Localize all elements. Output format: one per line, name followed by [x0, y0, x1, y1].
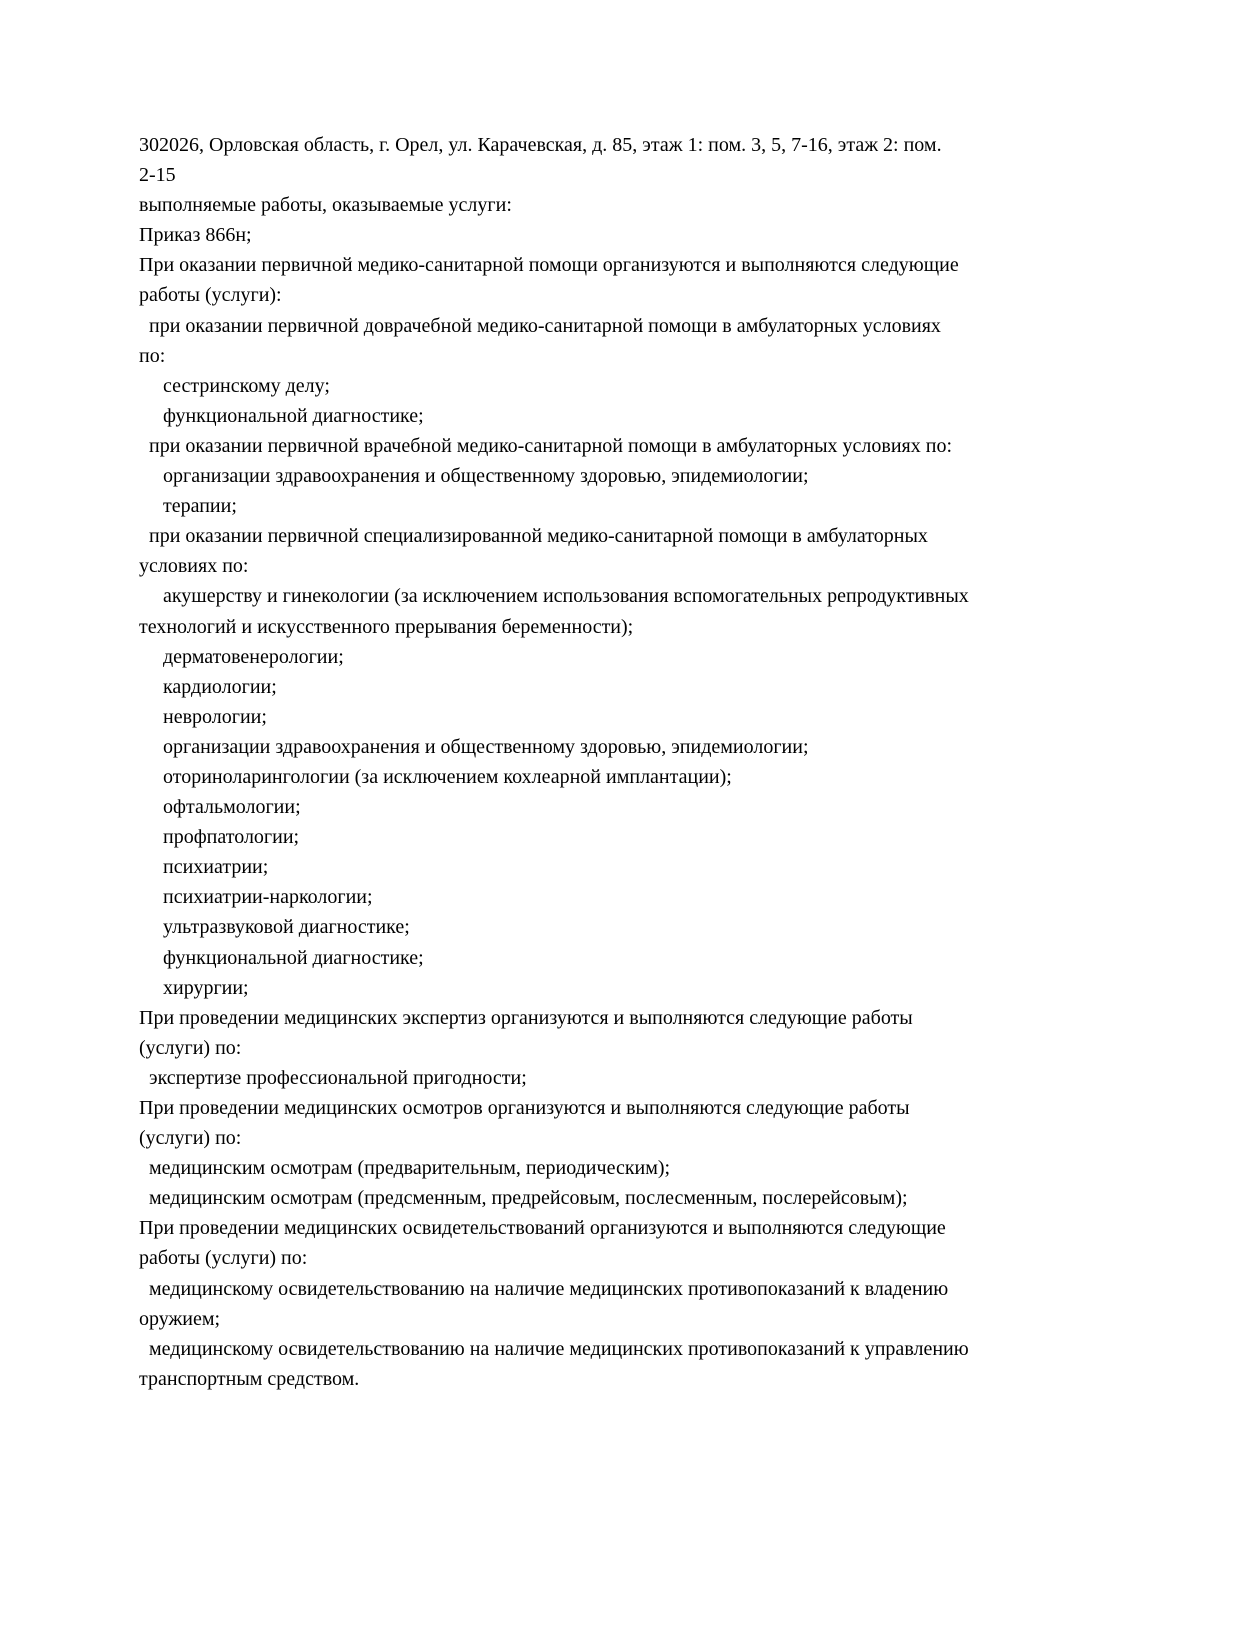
- text-line: при оказании первичной врачебной медико-санитарной помощи в амбулаторных условиях по:: [149, 434, 953, 457]
- text-line: 302026, Орловская область, г. Орел, ул. Карачевская, д. 85, этаж 1: пом. 3, 5, 7-16, этаж 2: пом.: [139, 134, 942, 156]
- text-line: функциональной диагностике;: [163, 404, 424, 427]
- text-line: медицинскому освидетельствованию на наличие медицинских противопоказаний к управлению: [149, 1337, 969, 1360]
- text-line: оториноларингологии (за исключением кохлеарной имплантации);: [163, 765, 732, 788]
- text-line: акушерству и гинекологии (за исключением использования вспомогательных репродуктивных: [163, 585, 969, 608]
- text-line: При проведении медицинских освидетельствований организуются и выполняются следующие: [139, 1217, 946, 1240]
- text-line: сестринскому делу;: [163, 374, 330, 397]
- text-line: медицинским осмотрам (предварительным, периодическим);: [149, 1157, 671, 1180]
- text-line: работы (услуги) по:: [139, 1247, 308, 1270]
- text-line: неврологии;: [163, 705, 267, 728]
- text-line: При проведении медицинских осмотров организуются и выполняются следующие работы: [139, 1097, 910, 1119]
- text-line: (услуги) по:: [139, 1036, 242, 1059]
- text-line: терапии;: [163, 495, 237, 518]
- text-line: хирургии;: [163, 976, 249, 999]
- text-line: при оказании первичной специализированной медико-санитарной помощи в амбулаторных: [149, 525, 928, 548]
- text-line: профпатологии;: [163, 826, 300, 849]
- text-line: офтальмологии;: [163, 796, 301, 819]
- text-line: работы (услуги):: [139, 284, 282, 307]
- text-line: При оказании первичной медико-санитарной помощи организуются и выполняются следующие: [139, 254, 959, 277]
- text-line: выполняемые работы, оказываемые услуги:: [139, 194, 512, 217]
- text-line: Приказ 866н;: [139, 224, 252, 247]
- text-line: медицинским осмотрам (предсменным, предрейсовым, послесменным, послерейсовым);: [149, 1187, 908, 1210]
- text-line: организации здравоохранения и общественному здоровью, эпидемиологии;: [163, 735, 809, 758]
- text-line: транспортным средством.: [139, 1367, 360, 1390]
- text-line: экспертизе профессиональной пригодности;: [149, 1066, 527, 1089]
- text-line: При проведении медицинских экспертиз организуются и выполняются следующие работы: [139, 1006, 913, 1029]
- text-line: при оказании первичной доврачебной медико-санитарной помощи в амбулаторных условиях: [149, 314, 941, 337]
- text-line: функциональной диагностике;: [163, 946, 424, 969]
- text-line: по:: [139, 344, 166, 367]
- document-text: [139, 130, 1199, 1394]
- text-line: (услуги) по:: [139, 1127, 242, 1150]
- text-line: психиатрии-наркологии;: [163, 886, 373, 909]
- text-line: организации здравоохранения и общественному здоровью, эпидемиологии;: [163, 465, 809, 488]
- text-line: технологий и искусственного прерывания беременности);: [139, 615, 634, 638]
- text-line: кардиологии;: [163, 675, 277, 698]
- text-line: оружием;: [139, 1307, 221, 1330]
- text-line: 2-15: [139, 164, 176, 187]
- text-line: психиатрии;: [163, 856, 269, 879]
- text-line: медицинскому освидетельствованию на наличие медицинских противопоказаний к владению: [149, 1277, 949, 1300]
- text-line: дерматовенерологии;: [163, 645, 344, 668]
- text-line: условиях по:: [139, 555, 249, 578]
- text-line: ультразвуковой диагностике;: [163, 916, 410, 939]
